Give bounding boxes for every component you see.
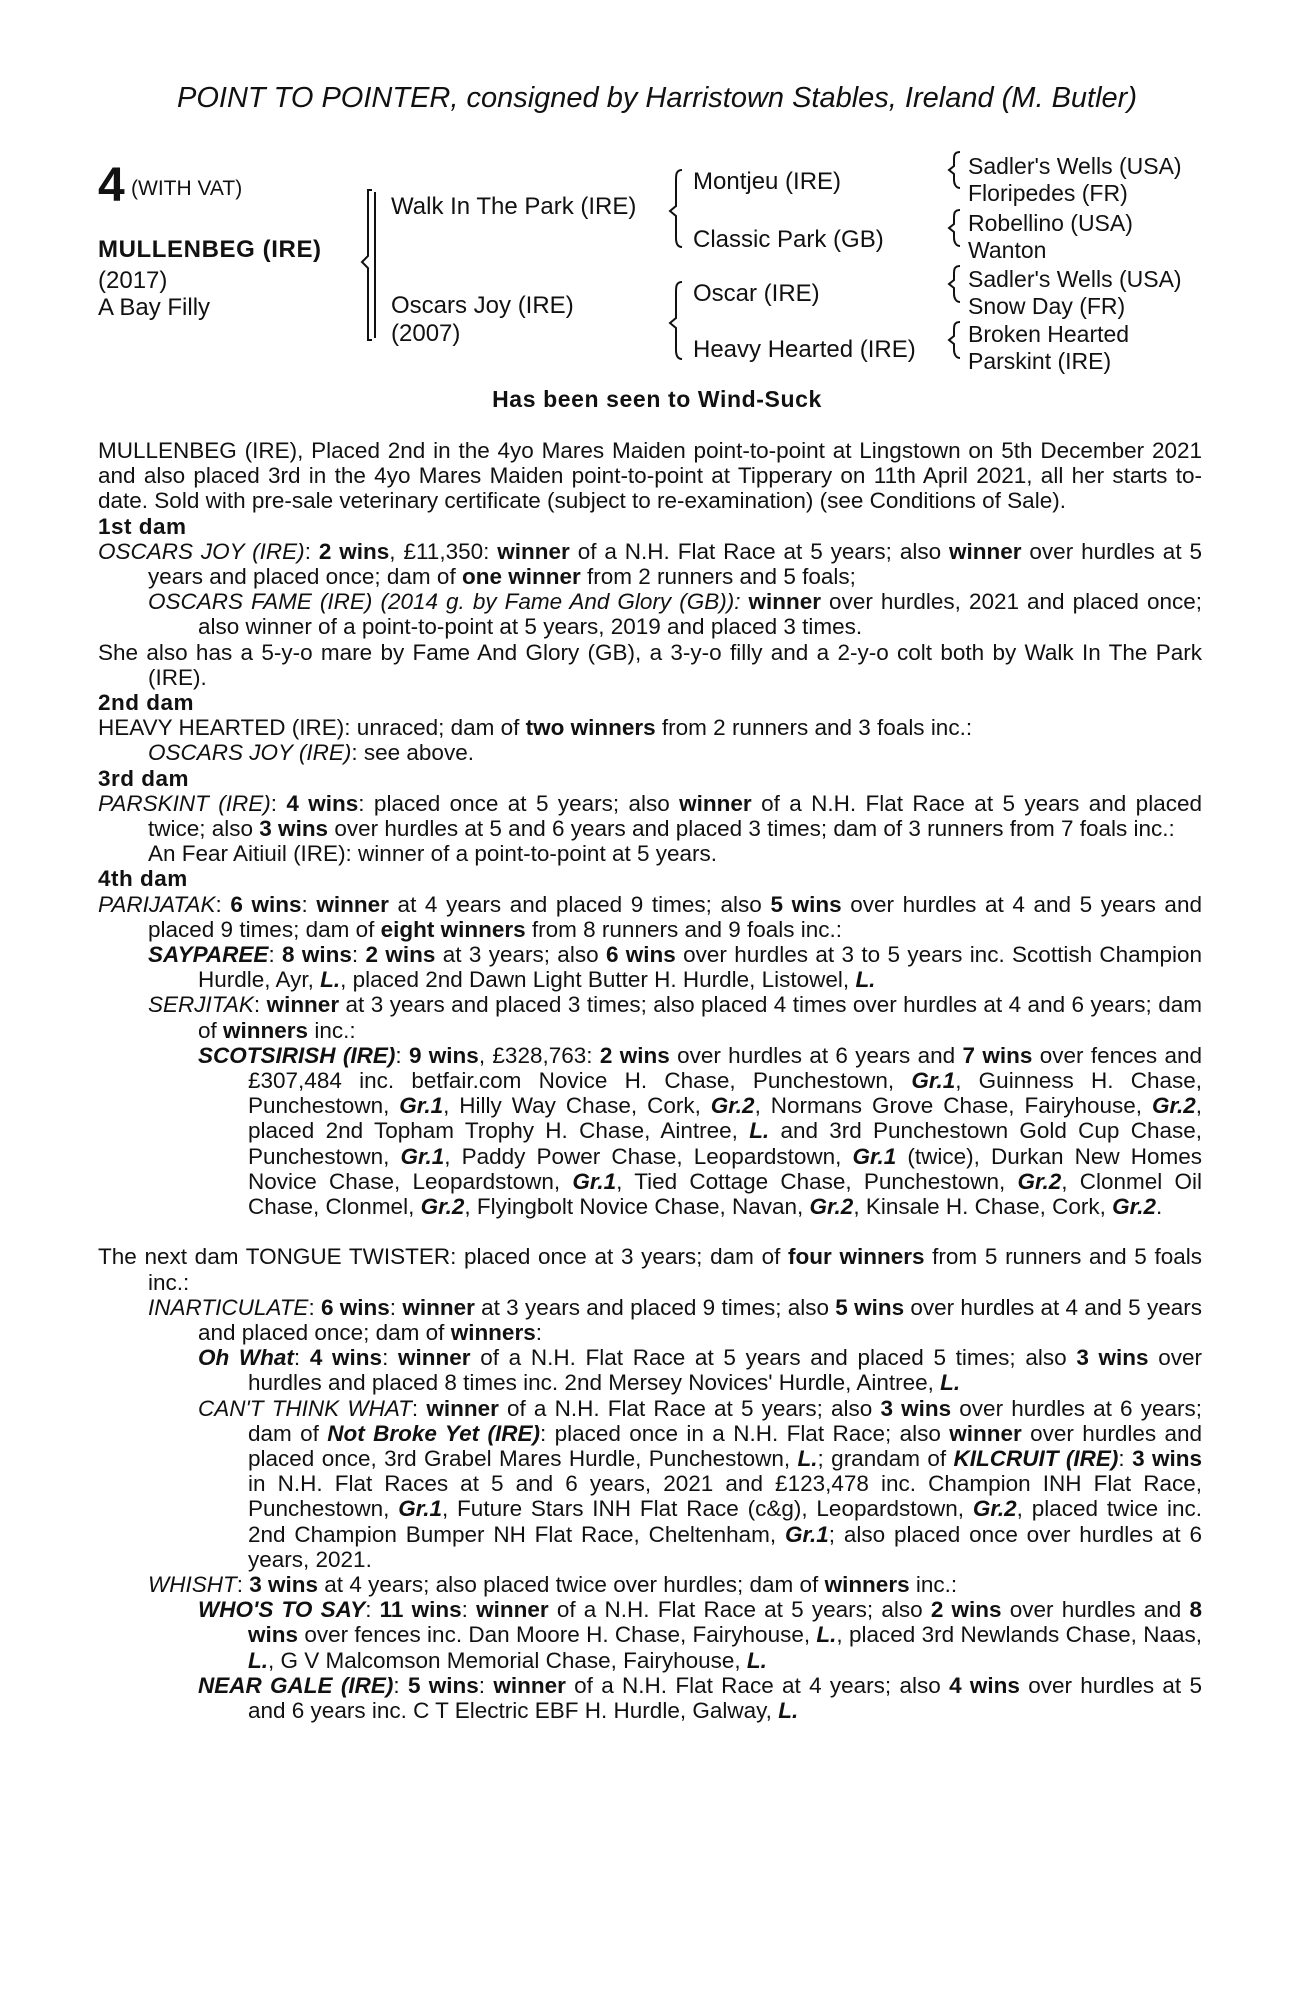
g3-dam-sire-sire: Sadler's Wells (USA) bbox=[968, 266, 1182, 292]
dam4-entry: PARIJATAK: 6 wins: winner at 4 years and placed 9 times; also 5 wins over hurdles at 4 and 5 years and placed 9 times; dam of eight winners from 8 runners and 9 foals inc.: bbox=[98, 891, 1202, 942]
next-dam-entry: The next dam TONGUE TWISTER: placed once at 3 years; dam of four winners from 5 runners and 5 foals inc.: bbox=[98, 1244, 1202, 1295]
g3-sire-sire-sire: Sadler's Wells (USA) bbox=[968, 153, 1182, 179]
sire-dam: Classic Park (GB) bbox=[693, 226, 884, 253]
dam2-progeny: OSCARS JOY (IRE): see above. bbox=[148, 740, 474, 766]
dam3-entry: PARSKINT (IRE): 4 wins: placed once at 5 years; also winner of a N.H. Flat Race at 5 years and placed twice; also 3 wins over hurdles at 5 and 6 years and placed 3 times; dam of 3 runners from 7 foals inc.: bbox=[98, 790, 1202, 842]
next-whisht: WHISHT: 3 wins at 4 years; also placed twice over hurdles; dam of winners inc.: bbox=[148, 1571, 958, 1597]
dam-year: (2007) bbox=[391, 320, 461, 347]
dam-name: Oscars Joy (IRE) bbox=[391, 292, 574, 319]
heading-3rd-dam: 3rd dam bbox=[98, 765, 190, 791]
g3-sire-sire-dam: Floripedes (FR) bbox=[968, 180, 1128, 206]
horse-description: A Bay Filly bbox=[98, 294, 211, 321]
g3-dam-dam-sire: Broken Hearted bbox=[968, 321, 1130, 347]
dam4-saypraee: SAYPAREE: 8 wins: 2 wins at 3 years; also 6 wins over hurdles at 3 to 5 years inc. Scottish Champion Hurdle, Ayr, L., placed 2nd Dawn Light Butter H. Hurdle, Listowel, L. bbox=[148, 942, 1202, 993]
dam1-foals-note: She also has a 5-y-o mare by Fame And Glory (GB), a 3-y-o filly and a 2-y-o colt both by Walk In The Park (IRE). bbox=[98, 639, 1202, 690]
g3-sire-dam-dam: Wanton bbox=[968, 237, 1047, 263]
lot-number: 4 bbox=[98, 159, 125, 212]
vat-note: (WITH VAT) bbox=[131, 177, 243, 200]
sire-name: Walk In The Park (IRE) bbox=[391, 193, 637, 220]
heading-2nd-dam: 2nd dam bbox=[98, 690, 195, 716]
intro-paragraph: MULLENBEG (IRE), Placed 2nd in the 4yo Mares Maiden point-to-point at Lingstown on 5th December 2021 and also placed 3rd in the 4yo Mares Maiden point-to-point at Tipperary on 11th April 2021, all her starts to-date. Sold with pre-sale veterinary certificate (subject to re-examination) (see Conditions of Sale). bbox=[98, 438, 1202, 514]
page-header: POINT TO POINTER, consigned by Harristown Stables, Ireland (M. Butler) bbox=[176, 82, 1137, 114]
dam4-scotsirish: SCOTSIRISH (IRE): 9 wins, £328,763: 2 wins over hurdles at 6 years and 7 wins over fences and £307,484 inc. betfair.com Novice H. Chase, Punchestown, Gr.1, Guinness H. Chase, Punchestown, Gr.1, Hilly Way Chase, Cork, Gr.2, Normans Grove Chase, Fairyhouse, Gr.2, placed 2nd Topham Trophy H. Chase, Aintree, L. and 3rd Punchestown Gold Cup Chase, Punchestown, Gr.1, Paddy Power Chase, Leopardstown, Gr.1 (twice), Durkan New Homes Novice Chase, Leopardstown, Gr.1, Tied Cottage Chase, Punchestown, Gr.2, Clonmel Oil Chase, Clonmel, Gr.2, Flyingbolt Novice Chase, Navan, Gr.2, Kinsale H. Chase, Cork, Gr.2. bbox=[198, 1042, 1203, 1220]
dam3-progeny: An Fear Aitiuil (IRE): winner of a point-to-point at 5 years. bbox=[148, 841, 718, 867]
dam-dam: Heavy Hearted (IRE) bbox=[693, 336, 916, 363]
next-cant-think-what: CAN'T THINK WHAT: winner of a N.H. Flat Race at 5 years; also 3 wins over hurdles at 6 years; dam of Not Broke Yet (IRE): placed once in a N.H. Flat Race; also winner over hurdles and placed once, 3rd Grabel Mares Hurdle, Punchestown, L.; grandam of KILCRUIT (IRE): 3 wins in N.H. Flat Races at 5 and 6 years, 2021 and £123,478 inc. Champion INH Flat Race, Punchestown, Gr.1, Future Stars INH Flat Race (c&g), Leopardstown, Gr.2, placed twice inc. 2nd Champion Bumper NH Flat Race, Cheltenham, Gr.1; also placed once over hurdles at 6 years, 2021. bbox=[198, 1395, 1203, 1572]
wind-suck-notice: Has been seen to Wind-Suck bbox=[492, 386, 822, 412]
dam-sire: Oscar (IRE) bbox=[693, 280, 820, 307]
catalogue-body bbox=[98, 438, 1202, 1723]
horse-name: MULLENBEG (IRE) bbox=[98, 236, 322, 263]
next-whos-to-say: WHO'S TO SAY: 11 wins: winner of a N.H. Flat Race at 5 years; also 2 wins over hurdles and 8 wins over fences inc. Dan Moore H. Chase, Fairyhouse, L., placed 3rd Newlands Chase, Naas, L., G V Malcomson Memorial Chase, Fairyhouse, L. bbox=[198, 1597, 1202, 1673]
heading-4th-dam: 4th dam bbox=[98, 866, 188, 892]
dam1-entry: OSCARS JOY (IRE): 2 wins, £11,350: winner of a N.H. Flat Race at 5 years; also winner over hurdles at 5 years and placed once; dam of one winner from 2 runners and 5 foals; bbox=[98, 538, 1202, 590]
sire-sire: Montjeu (IRE) bbox=[693, 168, 842, 195]
next-inarticulate: INARTICULATE: 6 wins: winner at 3 years and placed 9 times; also 5 wins over hurdles at 4 and 5 years and placed once; dam of winners: bbox=[148, 1294, 1202, 1345]
dam2-entry: HEAVY HEARTED (IRE): unraced; dam of two winners from 2 runners and 3 foals inc.: bbox=[98, 715, 973, 741]
next-oh-what: Oh What: 4 wins: winner of a N.H. Flat Race at 5 years and placed 5 times; also 3 wins over hurdles and placed 8 times inc. 2nd Mersey Novices' Hurdle, Aintree, L. bbox=[198, 1345, 1202, 1396]
g3-dam-sire-dam: Snow Day (FR) bbox=[968, 293, 1126, 319]
heading-1st-dam: 1st dam bbox=[98, 513, 187, 539]
foaling-year: (2017) bbox=[98, 267, 168, 294]
g3-dam-dam-dam: Parskint (IRE) bbox=[968, 348, 1112, 374]
g3-sire-dam-sire: Robellino (USA) bbox=[968, 210, 1133, 236]
dam4-serjitak: SERJITAK: winner at 3 years and placed 3 times; also placed 4 times over hurdles at 4 and 6 years; dam of winners inc.: bbox=[148, 992, 1202, 1043]
next-near-gale: NEAR GALE (IRE): 5 wins: winner of a N.H. Flat Race at 4 years; also 4 wins over hurdles at 5 and 6 years inc. C T Electric EBF H. Hurdle, Galway, L. bbox=[198, 1672, 1202, 1723]
dam1-progeny: OSCARS FAME (IRE) (2014 g. by Fame And Glory (GB)): winner over hurdles, 2021 and placed once; also winner of a point-to-point at 5 years, 2019 and placed 3 times. bbox=[148, 589, 1202, 640]
